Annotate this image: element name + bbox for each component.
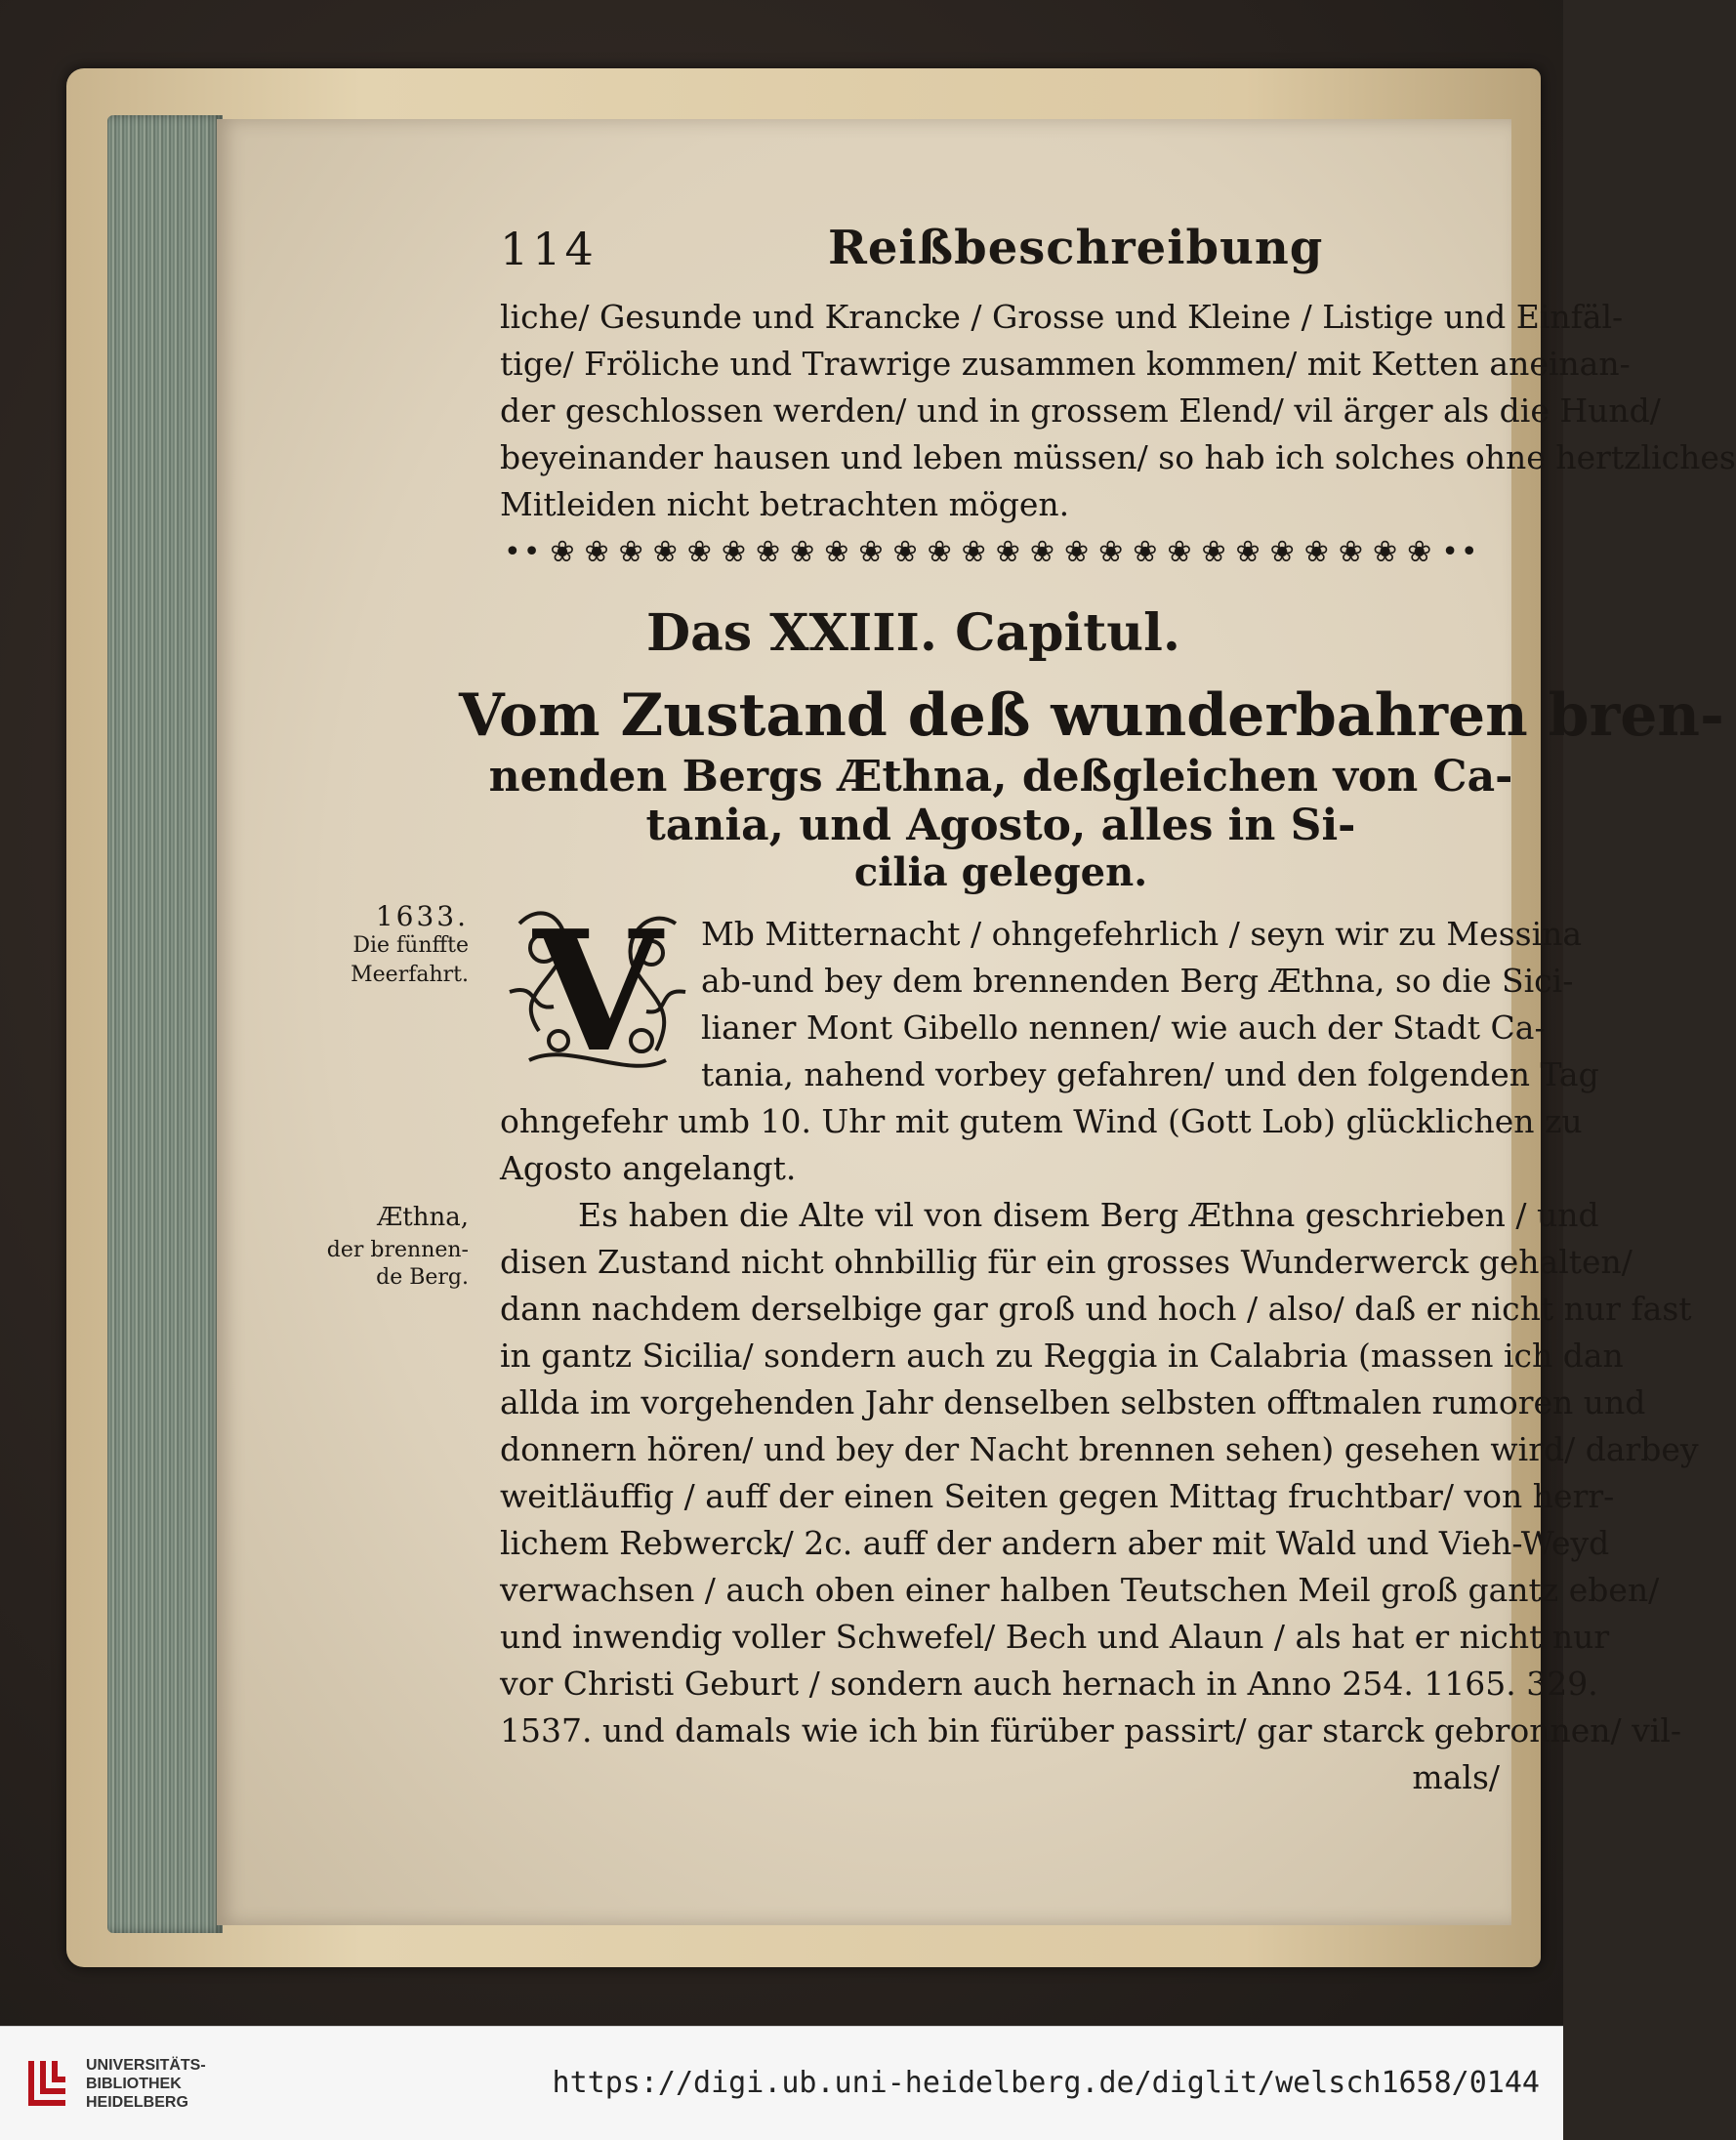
margin-note-year: 1633.: [375, 900, 469, 932]
institution-name[interactable]: [86, 2056, 206, 2112]
text-line: tania, nahend vorbey gefahren/ und den folgenden Tag: [701, 1055, 1599, 1093]
institution-name-line: UNIVERSITÄTS-: [86, 2057, 206, 2074]
chapter-number: Das XXIII. Capitul.: [646, 603, 1180, 663]
ornament-flower-icon: ❀: [1201, 534, 1228, 569]
text-line: Es haben die Alte vil von disem Berg Æthna geschrieben / und: [578, 1196, 1599, 1234]
ornament-flower-icon: ❀: [1372, 534, 1400, 569]
ornament-flower-icon: ❀: [721, 534, 749, 569]
ornament-flower-icon: ❀: [1235, 534, 1262, 569]
institution-name-line: HEIDELBERG: [86, 2094, 188, 2111]
ornament-flower-icon: ❀: [892, 534, 920, 569]
viewer-footer: [0, 2026, 1563, 2140]
text-line: 1537. und damals wie ich bin fürüber passirt/ gar starck gebronnen/ vil-: [500, 1711, 1682, 1749]
text-line: vor Christi Geburt / sondern auch hernach in Anno 254. 1165. 329.: [500, 1665, 1598, 1703]
ornament-flower-icon: ❀: [1133, 534, 1160, 569]
page-edges: [107, 115, 223, 1933]
text-line: weitläuffig / auff der einen Seiten gegen Mittag fruchtbar/ von herr-: [500, 1477, 1615, 1515]
ub-heidelberg-logo-icon[interactable]: [21, 2058, 72, 2109]
institution-name-line: BIBLIOTHEK: [86, 2076, 182, 2092]
ornament-flower-icon: ❀: [790, 534, 817, 569]
running-title: Reißbeschreibung: [828, 221, 1324, 275]
page-number: 114: [500, 223, 598, 275]
chapter-heading-line: cilia gelegen.: [853, 849, 1148, 895]
ornament-flower-icon: ❀: [1269, 534, 1297, 569]
ornament-flower-icon: ❀: [1338, 534, 1366, 569]
ornament-flower-icon: ❀: [1029, 534, 1057, 569]
ornament-flower-icon: ••: [1441, 534, 1480, 569]
ornament-flower-icon: ❀: [1407, 534, 1434, 569]
text-line: verwachsen / auch oben einer halben Teutschen Meil groß gantz eben/: [500, 1571, 1660, 1609]
text-line: und inwendig voller Schwefel/ Bech und Alaun / als hat er nicht nur: [500, 1618, 1610, 1656]
margin-note: Æthna,: [377, 1203, 469, 1232]
ornament-flower-icon: ❀: [995, 534, 1022, 569]
text-line: donnern hören/ und bey der Nacht brennen sehen) gesehen wird/ darbey: [500, 1430, 1699, 1468]
chapter-heading-line: tania, und Agosto, alles in Si-: [645, 801, 1356, 850]
ornament-flower-icon: ❀: [652, 534, 680, 569]
ornament-flower-icon: ❀: [927, 534, 954, 569]
ornament-flower-icon: ❀: [1064, 534, 1092, 569]
text-line: Agosto angelangt.: [500, 1149, 797, 1187]
margin-note: Die fünffte: [352, 933, 469, 958]
ornament-flower-icon: ❀: [756, 534, 783, 569]
ornament-flower-icon: ❀: [584, 534, 611, 569]
text-line: Mb Mitternacht / ohngefehrlich / seyn wir zu Messina: [701, 915, 1583, 953]
drop-cap-letter: V: [533, 894, 662, 1090]
ornament-flower-icon: ❀: [686, 534, 714, 569]
chapter-heading-line: nenden Bergs Æthna, deßgleichen von Ca-: [488, 752, 1513, 802]
ornament-flower-icon: ❀: [618, 534, 645, 569]
text-line: allda im vorgehenden Jahr denselben selbsten offtmalen rumoren und: [500, 1383, 1646, 1421]
ornament-flower-icon: ❀: [824, 534, 851, 569]
text-line: tige/ Fröliche und Trawrige zusammen kommen/ mit Ketten aneinan-: [500, 345, 1631, 383]
ornament-flower-icon: ••: [504, 534, 543, 569]
ornament-divider: [504, 535, 1480, 568]
text-line: Mitleiden nicht betrachten mögen.: [500, 485, 1070, 523]
text-line: dann nachdem derselbige gar groß und hoch / also/ daß er nicht nur fast: [500, 1290, 1692, 1328]
margin-note: Meerfahrt.: [351, 963, 469, 987]
text-line: lichem Rebwerck/ 2c. auff der andern aber mit Wald und Vieh-Weyd: [500, 1524, 1610, 1562]
text-line: in gantz Sicilia/ sondern auch zu Reggia in Calabria (massen ich dan: [500, 1337, 1624, 1375]
ornament-flower-icon: ❀: [1098, 534, 1126, 569]
text-line: ab-und bey dem brennenden Berg Æthna, so die Sici-: [701, 962, 1574, 1000]
drop-cap: [500, 894, 695, 1090]
ornament-flower-icon: ❀: [1303, 534, 1331, 569]
ornament-flower-icon: ❀: [858, 534, 886, 569]
chapter-heading-line: Vom Zustand deß wunderbahren bren-: [459, 681, 1724, 750]
margin-note: de Berg.: [376, 1265, 469, 1290]
ornament-flower-icon: ❀: [961, 534, 988, 569]
ornament-flower-icon: ❀: [550, 534, 577, 569]
margin-note: der brennen-: [326, 1238, 469, 1262]
text-line: ohngefehr umb 10. Uhr mit gutem Wind (Gott Lob) glücklichen zu: [500, 1102, 1583, 1140]
ornament-flower-icon: ❀: [1167, 534, 1194, 569]
text-line: der geschlossen werden/ und in grossem Elend/ vil ärger als die Hund/: [500, 391, 1661, 430]
text-line: beyeinander hausen und leben müssen/ so hab ich solches ohne hertzliches: [500, 438, 1736, 476]
text-line: lianer Mont Gibello nennen/ wie auch der Stadt Ca-: [701, 1008, 1546, 1047]
permalink-url[interactable]: https://digi.ub.uni-heidelberg.de/diglit/welsch1658/0144: [552, 2066, 1540, 2100]
text-line: disen Zustand nicht ohnbillig für ein grosses Wunderwerck gehalten/: [500, 1243, 1633, 1281]
catchword: mals/: [1412, 1758, 1500, 1796]
text-line: liche/ Gesunde und Krancke / Grosse und Kleine / Listige und Einfäl-: [500, 298, 1624, 336]
